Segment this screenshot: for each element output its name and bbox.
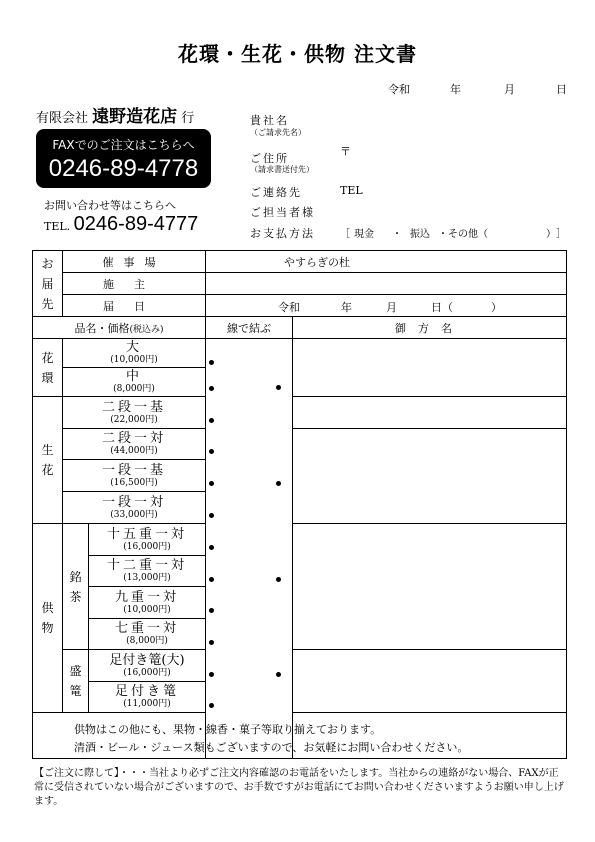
category-meicha: 銘茶 [63,524,89,650]
name-field-morikago[interactable] [293,650,567,713]
company-prefix: 有限会社 [36,111,89,126]
payment-close: ］ [556,229,566,240]
name-field-hanawa[interactable] [293,339,567,397]
category-morikago: 盛篭 [63,650,89,713]
destination-section: お届先 [33,251,63,317]
date-year: 年 [450,83,461,96]
connect-dot-left[interactable] [209,703,214,708]
category-hanawa: 花環 [33,339,63,397]
company-name: 遠野造花店 [92,107,178,127]
item-price-header: 品名・価格(税込み) [33,317,206,339]
date-day: 日 [556,83,567,96]
item-cell: 二段一対 (44,000円) [63,429,206,460]
recipient-company [36,102,194,127]
connect-column[interactable] [206,339,293,759]
connect-dot-left[interactable] [209,513,214,518]
tel-number: 0246-89-4777 [73,213,199,235]
name-field-seika-2[interactable] [293,429,567,524]
connect-header: 線で結ぶ [206,317,293,339]
address-label: ご住所 [250,152,289,165]
note-line-1: 供物はこの他にも、果物・線香・菓子等取り揃えております。 [74,723,382,736]
connect-dot-right[interactable] [276,385,281,390]
host-label: 施主 [63,273,206,295]
connect-dot-left[interactable] [209,672,214,677]
names-header: 御方名 [293,317,567,339]
tel-prefix: TEL. [44,220,71,233]
notes [74,721,468,757]
name-field-seika-1[interactable] [293,397,567,429]
fax-number: 0246-89-4778 [48,155,199,182]
connect-dot-right[interactable] [276,481,281,486]
fax-label: FAXでのご注文はこちらへ [52,138,195,152]
inquiry-label: お問い合わせ等はこちらへ [44,199,176,212]
payment-transfer[interactable]: 振込 [410,229,430,240]
connect-dot-left[interactable] [209,608,214,613]
connect-dot-right[interactable] [276,577,281,582]
organizer-label: 催事場 [63,251,206,273]
connect-dot-left[interactable] [209,640,214,645]
item-cell: 七重一対 (8,000円) [89,619,206,650]
connect-dot-left[interactable] [209,360,214,365]
item-cell: 中 (8,000円) [63,368,206,397]
host-value[interactable] [206,273,567,295]
payment-open: ［ [340,229,350,240]
payment-other[interactable]: ・その他（ [438,229,488,240]
item-cell: 九重一対 (10,000円) [89,587,206,619]
payment-sep: ・ [392,229,402,240]
item-cell: 十五重一対 (16,000円) [89,524,206,556]
delivery-label: 届日 [63,295,206,317]
contact-label: ご連絡先 [250,186,302,199]
company-name-label: 貴社名 [250,114,289,127]
delivery-date[interactable]: 令和 年 月 日（ ） [206,295,567,317]
connect-dot-left[interactable] [209,418,214,423]
date-month: 月 [504,83,515,96]
date-era: 令和 [388,83,410,96]
address-sub: （請求書送付先） [250,165,314,174]
footer-note: 【ご注文に際して】・・・当社より必ずご注文内容確認のお電話をいたします。当社からの連絡がない場合、FAXが正常に受信されていない場合がございますので、お手数ですがお電話にてお問い合わせくださいますようお願い申し上げます。 [34,768,564,807]
connect-dot-left[interactable] [209,449,214,454]
category-seika: 生花 [33,397,63,524]
connect-dot-left[interactable] [209,386,214,391]
item-cell: 一段一対 (33,000円) [63,492,206,524]
item-cell: 一段一基 (16,500円) [63,460,206,492]
item-cell: 足付き篭(大) (16,000円) [89,650,206,682]
item-cell: 十二重一対 (13,000円) [89,556,206,587]
contact-value: TEL [340,184,363,197]
person-label: ご担当者様 [250,206,315,219]
organizer-value[interactable]: やすらぎの杜 [206,251,567,273]
item-cell: 足付き篭 (11,000円) [89,682,206,713]
order-table [32,250,567,759]
payment-cash[interactable]: 現金 [354,229,374,240]
company-suffix: 行 [181,111,195,126]
payment-close-paren: ） [546,229,556,240]
name-field-meicha[interactable] [293,524,567,650]
connect-dot-right[interactable] [276,672,281,677]
note-line-2: 清酒・ビール・ジュース類もございますので、お気軽にお問い合わせください。 [74,741,469,754]
connect-dot-left[interactable] [209,577,214,582]
fax-box [36,129,211,188]
company-name-sub: （ご請求先名） [250,128,306,137]
item-cell: 大 (10,000円) [63,339,206,368]
connect-dot-left[interactable] [209,545,214,550]
postal-mark: 〒 [340,145,351,158]
item-cell: 二段一基 (22,000円) [63,397,206,429]
connect-dot-left[interactable] [209,481,214,486]
page-title: 花環・生花・供物 注文書 [178,42,417,66]
payment-label: お支払方法 [250,227,315,240]
category-kumotsu: 供物 [33,524,63,713]
inquiry-tel [44,213,198,236]
